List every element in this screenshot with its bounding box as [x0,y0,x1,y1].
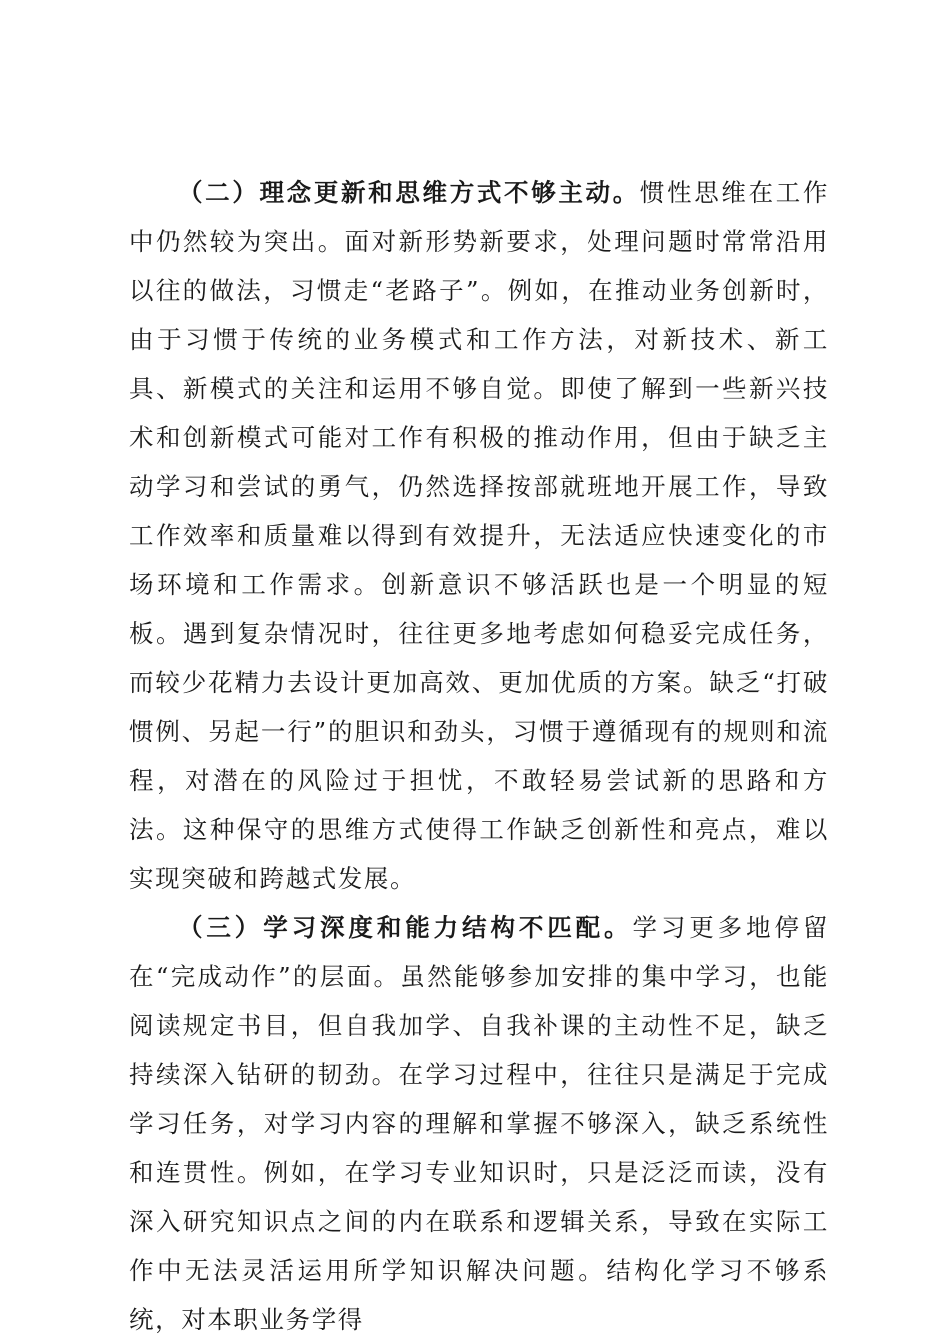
paragraph-section-2 [129,168,829,903]
section-heading: （二）理念更新和思维方式不够主动。 [178,178,640,207]
document-body [129,168,829,1344]
section-heading: （三）学习深度和能力结构不匹配。 [178,913,633,942]
paragraph-text: 惯性思维在工作中仍然较为突出。面对新形势新要求，处理问题时常常沿用以往的做法，习惯走“老路子”。例如，在推动业务创新时，由于习惯于传统的业务模式和工作方法，对新技术、新工具、新模式的关注和运用不够自觉。即使了解到一些新兴技术和创新模式可能对工作有积极的推动作用，但由于缺乏主动学习和尝试的勇气，仍然选择按部就班地开展工作，导致工作效率和质量难以得到有效提升，无法适应快速变化的市场环境和工作需求。创新意识不够活跃也是一个明显的短板。遇到复杂情况时，往往更多地考虑如何稳妥完成任务，而较少花精力去设计更加高效、更加优质的方案。缺乏“打破惯例、另起一行”的胆识和劲头，习惯于遵循现有的规则和流程，对潜在的风险过于担忧，不敢轻易尝试新的思路和方法。这种保守的思维方式使得工作缺乏创新性和亮点，难以实现突破和跨越式发展。 [129,178,830,893]
paragraph-text: 学习更多地停留在“完成动作”的层面。虽然能够参加安排的集中学习，也能阅读规定书目，但自我加学、自我补课的主动性不足，缺乏持续深入钻研的韧劲。在学习过程中，往往只是满足于完成学习任务，对学习内容的理解和掌握不够深入，缺乏系统性和连贯性。例如，在学习专业知识时，只是泛泛而读，没有深入研究知识点之间的内在联系和逻辑关系，导致在实际工作中无法灵活运用所学知识解决问题。结构化学习不够系统，对本职业务学得 [129,913,829,1334]
paragraph-section-3 [129,903,829,1344]
